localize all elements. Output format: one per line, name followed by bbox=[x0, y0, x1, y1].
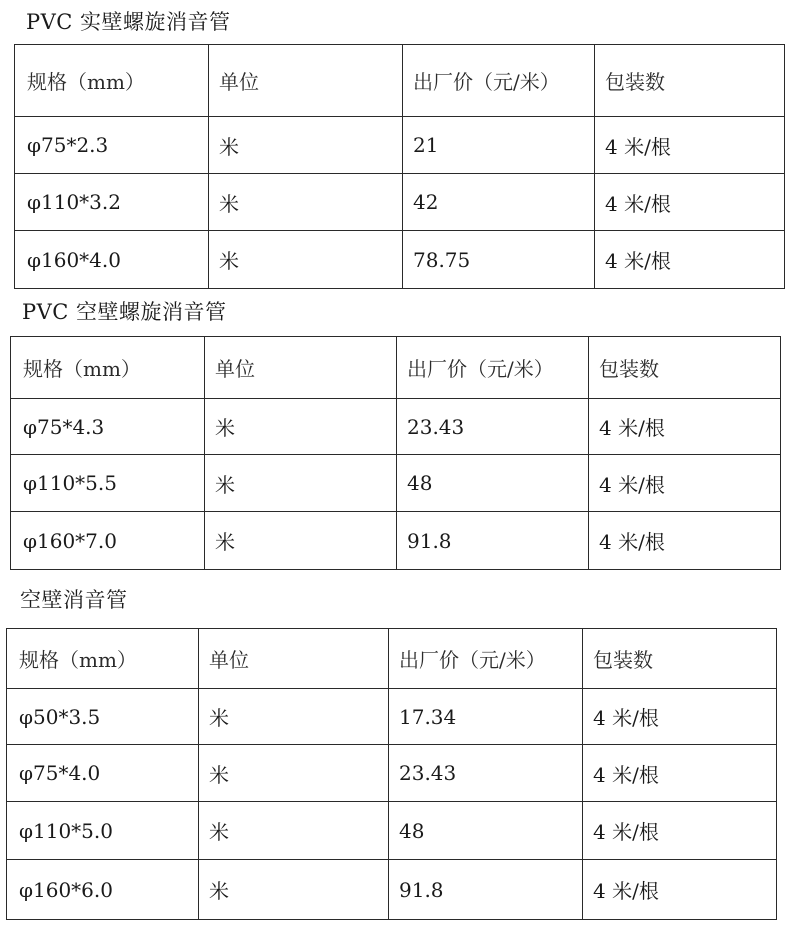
header-unit: 单位 bbox=[205, 337, 397, 399]
cell-unit: 米 bbox=[205, 512, 397, 570]
cell-package: 4 米/根 bbox=[583, 689, 777, 745]
cell-price: 91.8 bbox=[397, 512, 589, 570]
cell-price: 48 bbox=[389, 802, 583, 860]
table-row bbox=[15, 174, 785, 231]
table-header-row bbox=[11, 337, 781, 399]
section-2-title: PVC 空壁螺旋消音管 bbox=[22, 300, 227, 324]
cell-package: 4 米/根 bbox=[595, 231, 785, 289]
cell-unit: 米 bbox=[209, 174, 403, 231]
cell-price: 48 bbox=[397, 455, 589, 512]
cell-unit: 米 bbox=[205, 399, 397, 455]
cell-price: 17.34 bbox=[389, 689, 583, 745]
cell-package: 4 米/根 bbox=[583, 802, 777, 860]
cell-spec: φ110*3.2 bbox=[15, 174, 209, 231]
section-1-title: PVC 实壁螺旋消音管 bbox=[26, 10, 231, 34]
cell-package: 4 米/根 bbox=[589, 512, 781, 570]
cell-package: 4 米/根 bbox=[595, 174, 785, 231]
cell-price: 21 bbox=[403, 117, 595, 174]
header-price: 出厂价（元/米） bbox=[397, 337, 589, 399]
section-3-price-table bbox=[6, 628, 777, 920]
cell-price: 78.75 bbox=[403, 231, 595, 289]
cell-package: 4 米/根 bbox=[589, 399, 781, 455]
cell-spec: φ110*5.5 bbox=[11, 455, 205, 512]
header-package: 包装数 bbox=[583, 629, 777, 689]
section-1-price-table bbox=[14, 44, 785, 289]
cell-price: 91.8 bbox=[389, 860, 583, 920]
cell-package: 4 米/根 bbox=[595, 117, 785, 174]
cell-spec: φ50*3.5 bbox=[7, 689, 199, 745]
header-package: 包装数 bbox=[589, 337, 781, 399]
table-row bbox=[7, 689, 777, 745]
header-spec: 规格（mm） bbox=[11, 337, 205, 399]
cell-spec: φ110*5.0 bbox=[7, 802, 199, 860]
section-3-title: 空壁消音管 bbox=[20, 588, 128, 612]
table-row bbox=[7, 860, 777, 920]
header-spec: 规格（mm） bbox=[15, 45, 209, 117]
table-row bbox=[7, 745, 777, 802]
table-row bbox=[11, 512, 781, 570]
table-header-row bbox=[7, 629, 777, 689]
table-row bbox=[15, 231, 785, 289]
table-row bbox=[11, 399, 781, 455]
cell-unit: 米 bbox=[199, 689, 389, 745]
cell-price: 42 bbox=[403, 174, 595, 231]
section-2-price-table bbox=[10, 336, 781, 570]
cell-price: 23.43 bbox=[389, 745, 583, 802]
cell-package: 4 米/根 bbox=[583, 745, 777, 802]
cell-unit: 米 bbox=[205, 455, 397, 512]
cell-spec: φ75*2.3 bbox=[15, 117, 209, 174]
header-unit: 单位 bbox=[209, 45, 403, 117]
header-price: 出厂价（元/米） bbox=[389, 629, 583, 689]
cell-unit: 米 bbox=[199, 860, 389, 920]
cell-spec: φ75*4.0 bbox=[7, 745, 199, 802]
table-row bbox=[7, 802, 777, 860]
header-unit: 单位 bbox=[199, 629, 389, 689]
header-price: 出厂价（元/米） bbox=[403, 45, 595, 117]
cell-spec: φ75*4.3 bbox=[11, 399, 205, 455]
table-header-row bbox=[15, 45, 785, 117]
table-row bbox=[15, 117, 785, 174]
cell-package: 4 米/根 bbox=[583, 860, 777, 920]
cell-unit: 米 bbox=[209, 117, 403, 174]
cell-price: 23.43 bbox=[397, 399, 589, 455]
cell-spec: φ160*7.0 bbox=[11, 512, 205, 570]
cell-spec: φ160*4.0 bbox=[15, 231, 209, 289]
cell-unit: 米 bbox=[199, 745, 389, 802]
header-spec: 规格（mm） bbox=[7, 629, 199, 689]
cell-package: 4 米/根 bbox=[589, 455, 781, 512]
cell-unit: 米 bbox=[209, 231, 403, 289]
cell-spec: φ160*6.0 bbox=[7, 860, 199, 920]
cell-unit: 米 bbox=[199, 802, 389, 860]
table-row bbox=[11, 455, 781, 512]
header-package: 包装数 bbox=[595, 45, 785, 117]
